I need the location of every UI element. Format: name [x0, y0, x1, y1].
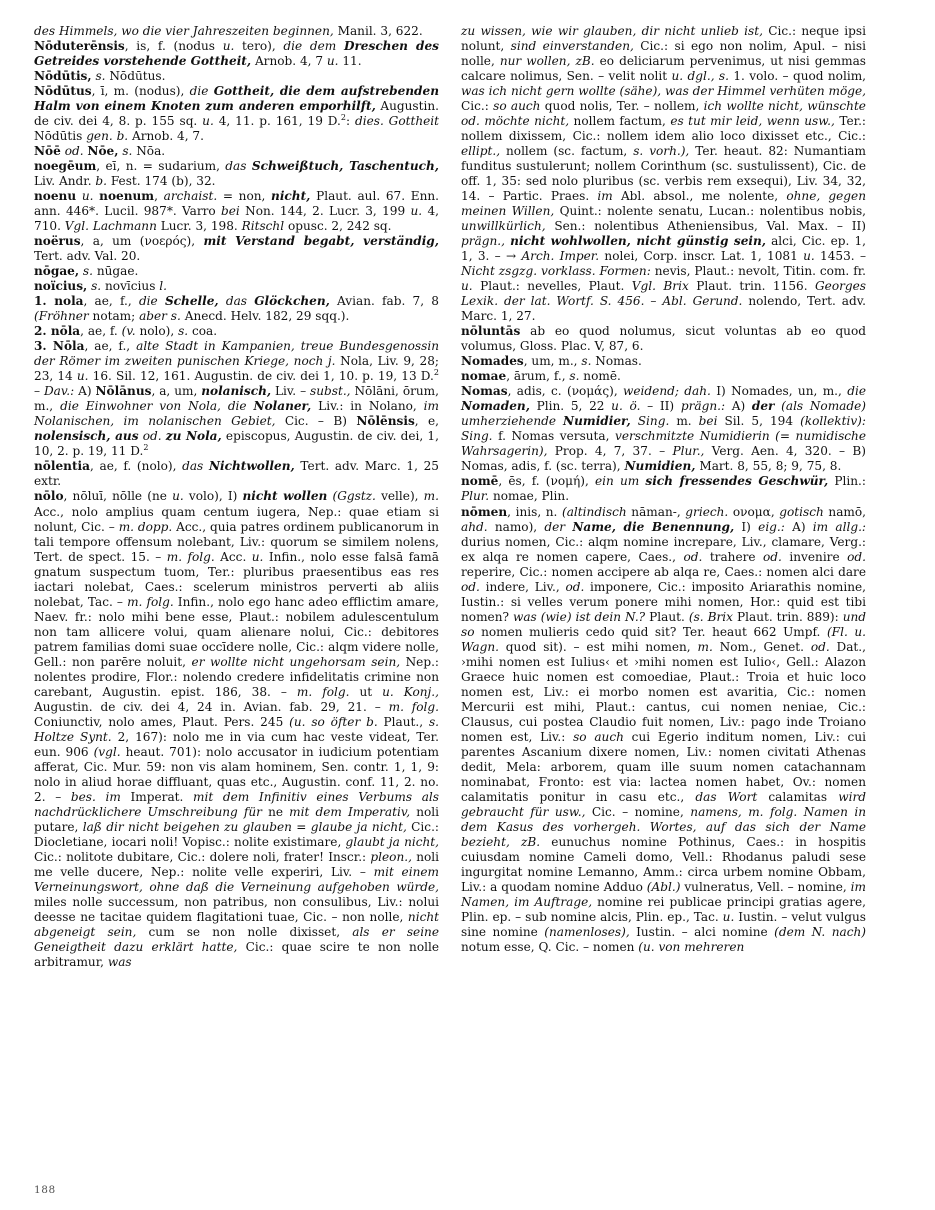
entry-noerus: noërus, a, um (νοερός), mit Verstand begabt, verständig, Tert. adv. Val. 20.: [34, 234, 439, 264]
entry-nolo: nōlo, nōluī, nōlle (ne u. volo), I) nicht wollen (Ggstz. velle), m. Acc., nolo amplius quam centum iugera, Nep.: quae etiam si nolunt, Cic. – m. dopp. Acc., quia patres ordinem publicanorum in tali tempore offensum nolebant, Liv.: quorum se similem nolens, Tert. de spect. 15. – m. folg. Acc. u. Infin., nolo esse falsā famā gnatum suspectum tuom, Ter.: pluribus praesentibus eas res iactari nolebat, Caes.: scelerum ministros perverti ab aliis nolebat, Tac. – m. folg. Infin., nolo ego hanc adeo efflictim amare, Naev. fr.: nolo mihi bene esse, Plaut.: nobilem adulescentulum non tam allicere volui, quam alienare nolui, Cic.: debitores patrem familias domi suae occīdere nolle, Cic.: alqm videre nolle, Gell.: non parēre noluit, er wollte nicht ungehorsam sein, Nep.: nolentes prodire, Flor.: nolendo credere infidelitatis crimine non carebant, Augustin. epist. 186, 38. – m. folg. ut u. Konj., Augustin. de civ. dei 4, 24 in. Avian. fab. 29, 21. – m. folg. Coniunctiv, nolo ames, Plaut. Pers. 245 (u. so öfter b. Plaut., s. Holtze Synt. 2, 167): nolo me in via cum hac veste videat, Ter. eun. 906 (vgl. heaut. 701): nolo accusator in iudicium potentiam afferat, Cic. Mur. 59: non vis alam hominem, Sen. contr. 1, 1, 9: nolo in aliud horae diffluant, quas etc., Augustin. conf. 11, 2. no. 2. – bes. im Imperat. mit dem Infinitiv eines Verbums als nachdrücklichere Umschreibung für ne mit dem Imperativ, noli putare, laß dir nicht beigehen zu glauben = glaube ja nicht, Cic.: Diocletiane, iocari noli! Vopisc.: nolite existimare, glaubt ja nicht, Cic.: nolitote dubitare, Cic.: dolere noli, frater! Inscr.: pleon., noli me velle ducere, Nep.: nolite velle experiri, Liv. – mit einem Verneinungswort, ohne daß die Verneinung aufgehoben würde, miles nolle successum, non patribus, non consulibus, Liv.: nolui deesse ne tacitae quidem flagitationi tuae, Cic. – non nolle, nicht abgeneigt sein, cum se non nolle dixisset, als er seine Geneigtheit dazu erklärt hatte, Cic.: quae scire te non nolle arbitramur, was: [34, 489, 440, 969]
entry-nomen: nōmen, inis, n. (altindisch nāman-, griech. ονομα, gotisch namō, ahd. namo), der Name, die Benennung, I) eig.: A) im allg.: durius nomen, Cic.: alqm nomine increpare, Liv., clamare, Verg.: ex alqa re nomen capere, Caes., od. trahere od. invenire od. reperire, Cic.: nomen accipere ab alqa re, Caes.: nomen alci dare od. indere, Liv., od. imponere, Cic.: imposito Ariarathis nomine, Iustin.: si velles verum ponere mihi nomen, Hor.: quid est tibi nomen? was (wie) ist dein N.? Plaut. (s. Brix Plaut. trin. 889): und so nomen mulieris cedo quid sit? Ter. heaut 662 Umpf. (Fl. u. Wagn. quod sit). – est mihi nomen, m. Nom., Genet. od. Dat., ›mihi nomen est Iulius‹ et ›mihi nomen est Iulio‹, Gell.: Alazon Graece huic nomen est comoediae, Plaut.: Troia et huic loco nomen est, Liv.: ei morbo nomen est avaritia, Cic.: nomen Mercurii est mihi, Plaut.: cantus, cui nomen neniae, Cic.: Clausus, cui postea Claudio fuit nomen, Liv.: pago inde Troiano nomen est, Liv.: so auch cui Egerio inditum nomen, Liv.: cui parentes Ascanium dixere nomen, Liv.: nomen civitati Athenas dedit, Mela: arborem, quam ille suum nomen catachannam nominabat, Fronto: est via: lactea nomen habet, Ov.: nomen calamitatis ponitur in casu etc., das Wort calamitas wird gebraucht für usw., Cic. – nomine, namens, m. folg. Namen in dem Kasus des vorhergeh. Wortes, auf das sich der Name bezieht, zB. eunuchus nomine Pothinus, Caes.: in hospitis cuiusdam nomine Cameli domo, Vell.: Rhodanus paludi sese ingurgitat nomine Lemanno, Amm.: circa urbem nomine Obbam, Liv.: a quodam nomine Adduo (Abl.) vulneratus, Vell. – nomine, im Namen, im Auftrage, nomine rei publicae principi gratias agere, Plin. ep. – sub nomine alcis, Plin. ep., Tac. u. Iustin. – velut vulgus sine nomine (namenloses), Iustin. – alci nomine (dem N. nach) notum esse, Q. Cic. – nomen (u. von mehreren: [461, 504, 867, 954]
entry-noe: Nōē od. Nōe, s. Nōa.: [34, 144, 166, 159]
entry-nome: nomē, ēs, f. (νομή), ein um sich fressendes Geschwür, Plin.: Plur. nomae, Plin.: [461, 474, 866, 504]
entry-nodutus: Nōdūtus, ī, m. (nodus), die Gottheit, die dem aufstrebenden Halm von einem Knoten zum anderen emporhilft, Augustin. de civ. dei 4, 8. p. 155 sq. u. 4, 11. p. 161, 19 D.$^2$: dies. Gottheit Nōdūtis gen. b. Arnob. 4, 7.: [34, 84, 440, 144]
right-text-column: [461, 24, 866, 955]
entry-noduterensis: Nōduterēnsis, is, f. (nodus u. tero), die dem Dreschen des Getreides vorstehende Gottheit, Arnob. 4, 7 u. 11.: [34, 39, 439, 69]
two-column-text-body: [34, 24, 901, 970]
entry-nodutis: Nōdūtis, s. Nōdūtus.: [34, 69, 166, 84]
left-text-column: [34, 24, 439, 970]
entry-noegeum: noegēum, eī, n. = sudarium, das Schweißtuch, Taschentuch, Liv. Andr. b. Fest. 174 (b), 32.: [34, 159, 439, 189]
entry-nomas: Nomas, adis, c. (νομάς), weidend; dah. I) Nomades, un, m., die Nomaden, Plin. 5, 22 u. ö. – II) prägn.: A) der (als Nomade) umherziehende Numidier, Sing. m. bei Sil. 5, 194 (kollektiv): Sing. f. Nomas versuta, verschmitzte Numidierin (= numidische Wahrsagerin), Prop. 4, 7, 37. – Plur., Verg. Aen. 4, 320. – B) Nomas, adis, f. (sc. terra), Numidien, Mart. 8, 55, 8; 9, 75, 8.: [461, 384, 867, 474]
entry-nola-1: 1. nola, ae, f., die Schelle, das Glöckchen, Avian. fab. 7, 8 (Fröhner notam; aber s. Anecd. Helv. 182, 29 sqq.).: [34, 294, 439, 324]
page-folio-number: 188: [34, 1184, 56, 1196]
entry-noicius: noïcius, s. novīcius l.: [34, 279, 167, 294]
entry-noenu: noenu u. noenum, archaist. = non, nicht, Plaut. aul. 67. Enn. ann. 446*. Lucil. 987*. Varro bei Non. 144, 2. Lucr. 3, 199 u. 4, 710. Vgl. Lachmann Lucr. 3, 198. Ritschl opusc. 2, 242 sq.: [34, 189, 439, 234]
entry-nomae: nomae, ārum, f., s. nomē.: [461, 369, 621, 384]
entry-noluntas: nōluntās ab eo quod nolumus, sicut voluntas ab eo quod volumus, Gloss. Plac. V, 87, 6.: [461, 324, 866, 354]
entry-nomades: Nomades, um, m., s. Nomas.: [461, 354, 642, 369]
entry-nogae: nōgae, s. nūgae.: [34, 264, 139, 279]
entry-nola-3: 3. Nōla, ae, f., alte Stadt in Kampanien, treue Bundesgenossin der Römer im zweiten punischen Kriege, noch j. Nola, Liv. 9, 28; 23, 14 u. 16. Sil. 12, 161. Augustin. de civ. dei 1, 10. p. 19, 13 D.$^2$ – Dav.: A) Nōlānus, a, um, nolanisch, Liv. – subst., Nōlāni, ōrum, m., die Einwohner von Nola, die Nolaner, Liv.: in Nolano, im Nolanischen, im nolanischen Gebiet, Cic. – B) Nōlēnsis, e, nolensisch, aus od. zu Nola, episcopus, Augustin. de civ. dei, 1, 10, 2. p. 19, 11 D.$^2$: [34, 339, 440, 459]
entry-nola-2: 2. nōla, ae, f. (v. nolo), s. coa.: [34, 324, 218, 339]
entry-nolo-cont: zu wissen, wie wir glauben, dir nicht unlieb ist, Cic.: neque ipsi nolunt, sind einverstanden, Cic.: si ego non nolim, Apul. – nisi nolle, nur wollen, zB. eo deliciarum pervenimus, ut nisi gemmas calcare nolimus, Sen. – velit nolit u. dgl., s. 1. volo. – quod nolim, was ich nicht gern wollte (sähe), was der Himmel verhüten möge, Cic.: so auch quod nolis, Ter. – nollem, ich wollte nicht, wünschte od. möchte nicht, nollem factum, es tut mir leid, wenn usw., Ter.: nollem dixissem, Cic.: nollem idem alio loco dixisset etc., Cic.: ellipt., nollem (sc. factum, s. vorh.), Ter. heaut. 82: Numantiam funditus sustulerunt; nollem Corinthum (sc. sustulissent), Cic. de off. 1, 35: sed nolo pluribus (sc. verbis rem exsequi), Liv. 34, 32, 14. – Partic. Praes. im Abl. absol., me nolente, ohne, gegen meinen Willen, Quint.: nolente senatu, Lucan.: nolentibus nobis, unwillkürlich, Sen.: nolentibus Atheniensibus, Val. Max. – II) prägn., nicht wohlwollen, nicht günstig sein, alci, Cic. ep. 1, 1, 3. – → Arch. Imper. nolei, Corp. inscr. Lat. 1, 1081 u. 1453. – Nicht zsgzg. vorklass. Formen: nevis, Plaut.: nevolt, Titin. com. fr. u. Plaut.: nevelles, Plaut. Vgl. Brix Plaut. trin. 1156. Georges Lexik. der lat. Wortf. S. 456. – Abl. Gerund. nolendo, Tert. adv. Marc. 1, 27.: [461, 24, 867, 324]
entry-nolentia: nōlentia, ae, f. (nolo), das Nichtwollen, Tert. adv. Marc. 1, 25 extr.: [34, 459, 439, 489]
entry-catchline: des Himmels, wo die vier Jahreszeiten beginnen, Manil. 3, 622.: [34, 24, 423, 38]
